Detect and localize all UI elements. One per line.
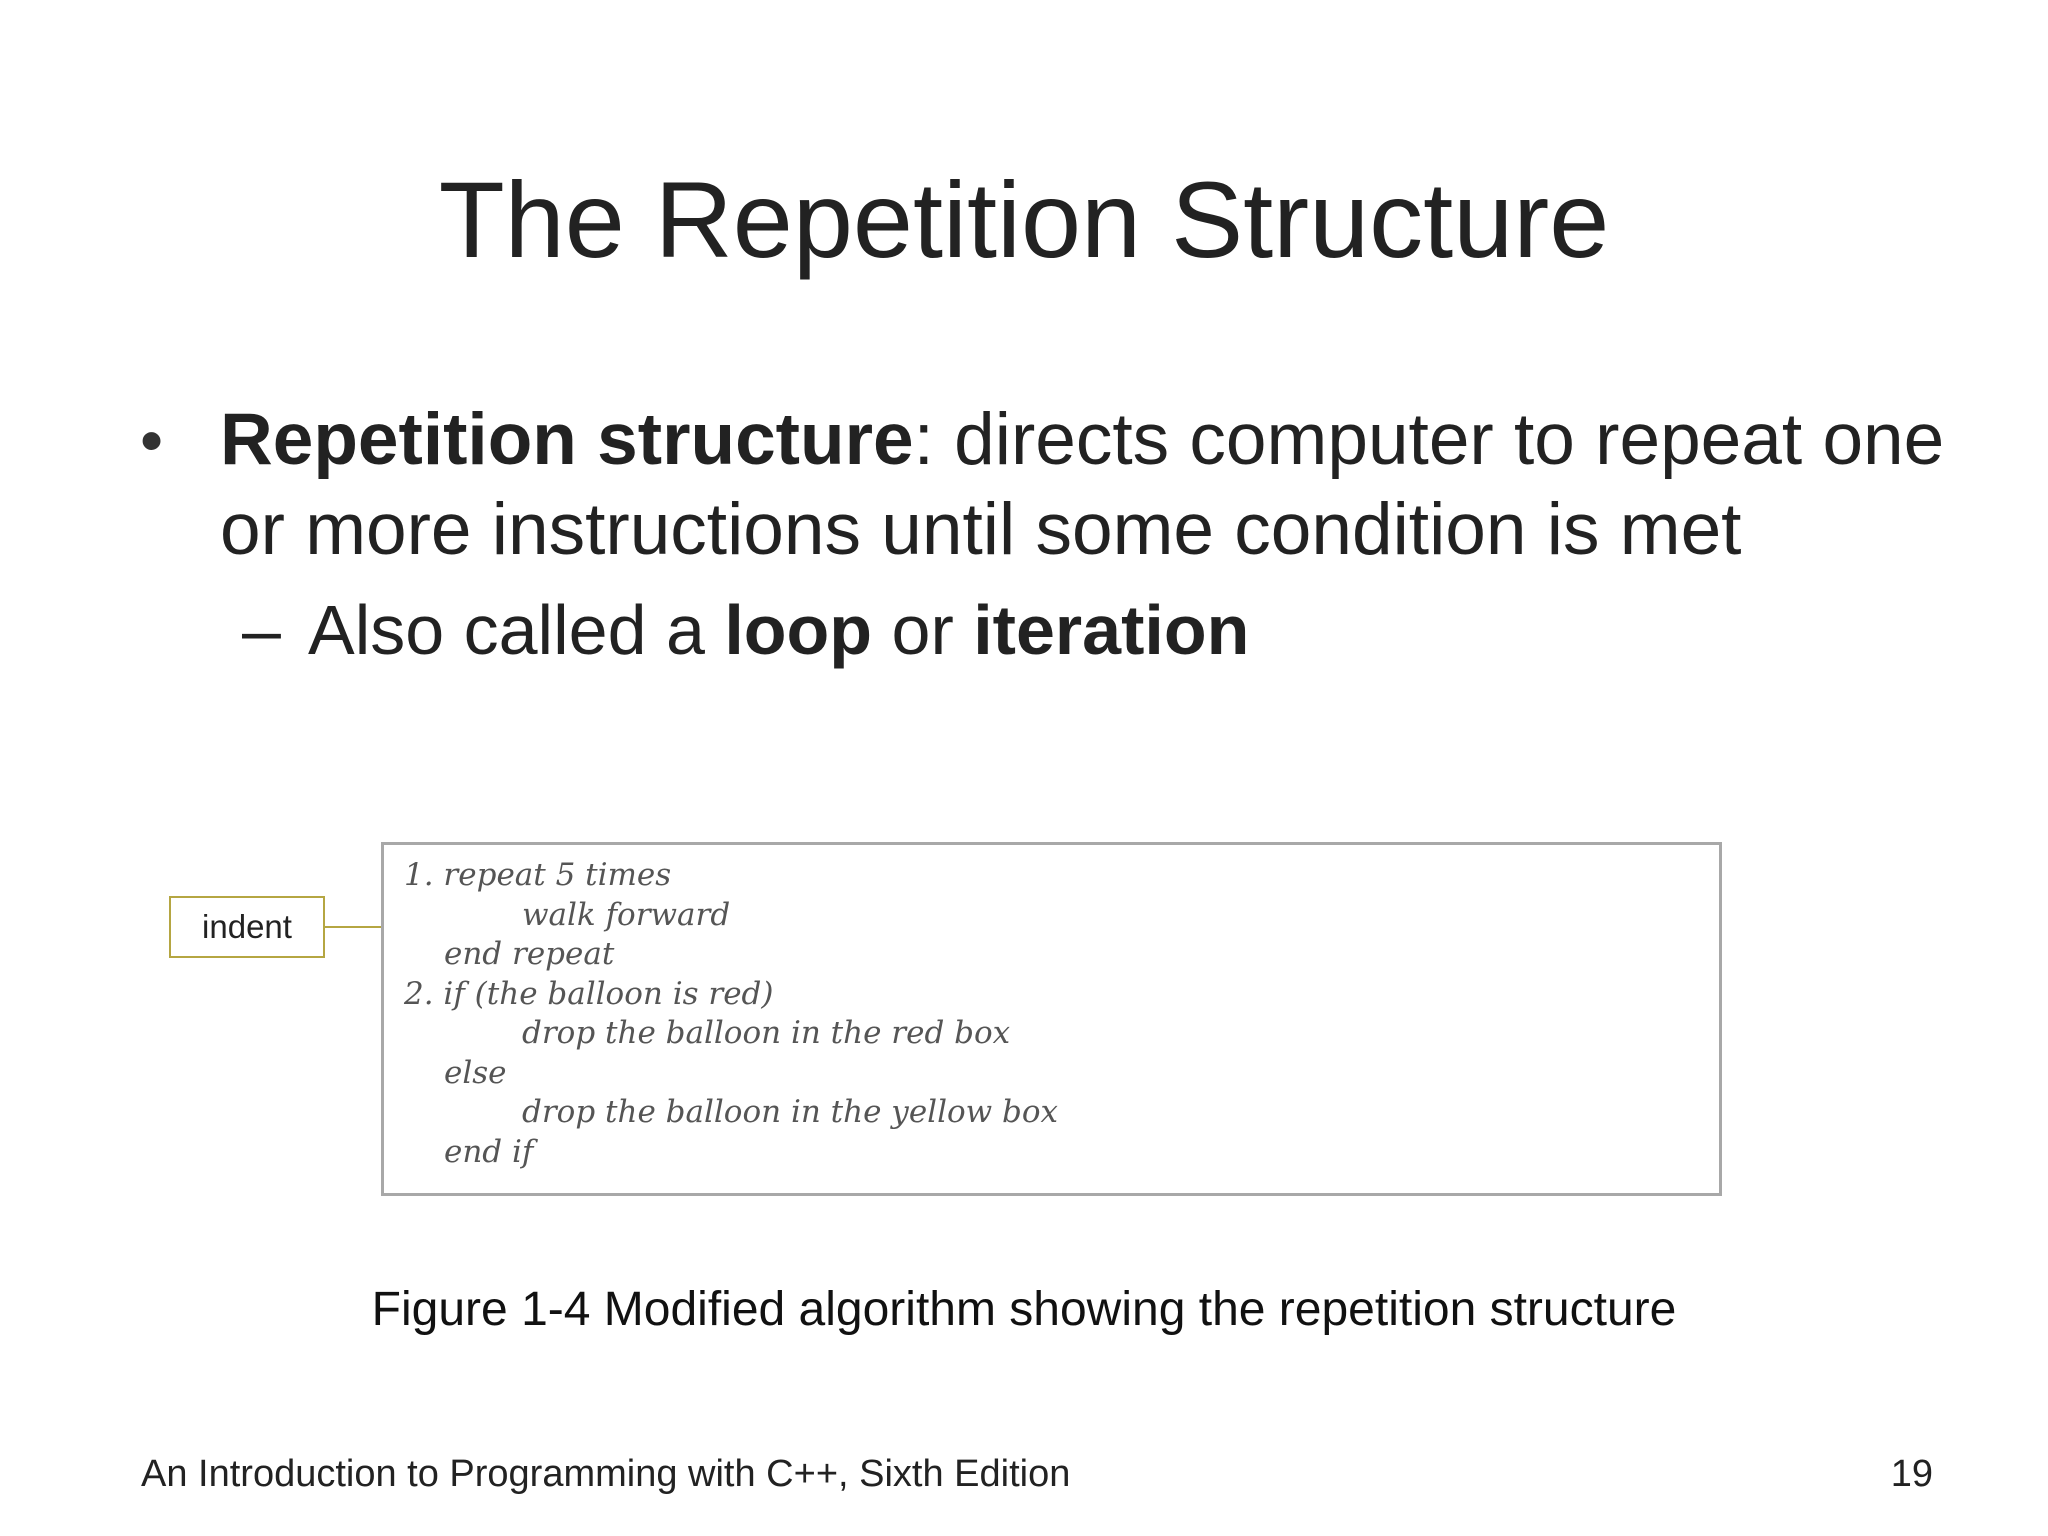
bullet-text xyxy=(220,395,1980,575)
algorithm-line: walk forward xyxy=(522,897,731,933)
algorithm-line: drop the balloon in the yellow box xyxy=(522,1094,1059,1130)
footer-book-title: An Introduction to Programming with C++, Sixth Edition xyxy=(141,1453,1071,1495)
bullet-term: Repetition structure xyxy=(220,399,914,480)
algorithm-line: end repeat xyxy=(444,936,615,972)
algorithm-line: else xyxy=(444,1055,507,1091)
algorithm-line: end if xyxy=(444,1134,534,1170)
figure-caption: Figure 1-4 Modified algorithm showing the repetition structure xyxy=(371,1283,1677,1336)
sub-bullet-prefix: Also called a xyxy=(308,591,725,669)
algorithm-line: 2. if (the balloon is red) xyxy=(404,976,774,1012)
bullet-definition: : directs computer to repeat one or more instructions until some condition is met xyxy=(220,399,1945,570)
indent-callout: indent xyxy=(169,896,325,958)
sub-bullet-term-iteration: iteration xyxy=(973,591,1250,669)
algorithm-figure xyxy=(381,842,1722,1196)
algorithm-line: drop the balloon in the red box xyxy=(522,1015,1011,1051)
sub-bullet xyxy=(242,588,1842,672)
sub-bullet-middle: or xyxy=(872,591,974,669)
algorithm-line: 1. repeat 5 times xyxy=(404,857,672,893)
footer-page-number: 19 xyxy=(1890,1453,1933,1495)
sub-bullet-marker: – xyxy=(242,591,281,669)
sub-bullet-term-loop: loop xyxy=(724,591,873,669)
bullet-marker: • xyxy=(140,403,164,477)
slide-title: The Repetition Structure xyxy=(438,159,1610,280)
